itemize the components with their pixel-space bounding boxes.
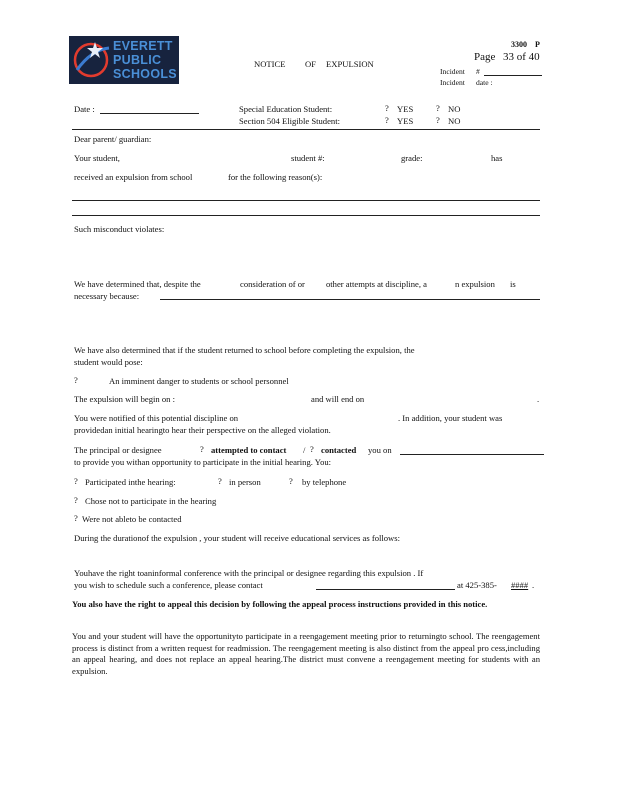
page-value: 33 of 40 bbox=[503, 51, 540, 63]
initial-hearing-text: providedan initial hearingto hear their perspective on the alleged violation. bbox=[74, 425, 331, 435]
during-text: During the durationof the expulsion , your student will receive educational services as follows: bbox=[74, 533, 401, 543]
divider bbox=[72, 129, 540, 130]
expulsion-end-text: and will end on bbox=[311, 394, 365, 404]
participated-checkbox[interactable]: ? bbox=[74, 476, 78, 486]
contacted-checkbox[interactable]: ? bbox=[310, 444, 314, 454]
expulsion-end-period: . bbox=[537, 394, 540, 404]
contact-name-field[interactable] bbox=[316, 589, 455, 590]
title-expulsion: EXPULSION bbox=[326, 59, 374, 69]
attempted-checkbox[interactable]: ? bbox=[200, 444, 204, 454]
determined-text-5: is bbox=[510, 279, 516, 289]
your-student-label: Your student, bbox=[74, 153, 120, 163]
determined-text-1: We have determined that, despite the bbox=[74, 279, 201, 289]
expulsion-begin-text: The expulsion will begin on : bbox=[74, 394, 175, 404]
received-text: received an expulsion from school bbox=[74, 172, 193, 182]
appeal-paragraph: You also have the right to appeal this decision by following the appeal process instructions provided in this notice. bbox=[72, 599, 488, 609]
incident-hash: # bbox=[476, 67, 480, 76]
special-ed-yes-checkbox[interactable]: ? bbox=[385, 103, 389, 113]
chose-not-text: Chose not to participate in the hearing bbox=[85, 496, 217, 506]
determined-text-3: other attempts at discipline, a bbox=[326, 279, 427, 289]
phone-extension: #### bbox=[511, 580, 529, 590]
determined-text-4: n expulsion bbox=[455, 279, 495, 289]
phone-period: . bbox=[532, 580, 535, 590]
has-text: has bbox=[491, 153, 503, 163]
participated-text: Participated inthe hearing: bbox=[85, 477, 176, 487]
title-notice: NOTICE bbox=[254, 59, 286, 69]
incident-date-suffix: date : bbox=[476, 78, 493, 87]
incident-date-label: Incident bbox=[440, 78, 465, 87]
reason-line-2[interactable] bbox=[72, 215, 540, 216]
special-ed-no-label: NO bbox=[448, 104, 461, 114]
informal-conference-text: Youhave the right toaninformal conference with the principal or designee regarding this expulsion . If bbox=[74, 568, 424, 578]
section504-no-checkbox[interactable]: ? bbox=[436, 115, 440, 125]
grade-label: grade: bbox=[401, 153, 423, 163]
district-logo bbox=[69, 36, 179, 84]
section504-yes-label: YES bbox=[397, 116, 414, 126]
reason-line-1[interactable] bbox=[72, 200, 540, 201]
by-telephone-checkbox[interactable]: ? bbox=[289, 476, 293, 486]
special-ed-yes-label: YES bbox=[397, 104, 414, 114]
in-person-text: in person bbox=[229, 477, 261, 487]
logo-word-2: PUBLIC bbox=[113, 53, 162, 67]
policy-code: 3300 bbox=[511, 40, 527, 49]
special-ed-no-checkbox[interactable]: ? bbox=[436, 103, 440, 113]
reasons-text: for the following reason(s): bbox=[228, 172, 323, 182]
would-pose-text: student would pose: bbox=[74, 357, 143, 367]
unable-checkbox[interactable]: ? bbox=[74, 513, 78, 523]
section504-no-label: NO bbox=[448, 116, 461, 126]
by-telephone-text: by telephone bbox=[302, 477, 347, 487]
section504-yes-checkbox[interactable]: ? bbox=[385, 115, 389, 125]
title-of: OF bbox=[305, 59, 316, 69]
incident-label: Incident bbox=[440, 67, 465, 76]
misconduct-text: Such misconduct violates: bbox=[74, 224, 165, 234]
schedule-text: you wish to schedule such a conference, please contact bbox=[74, 580, 263, 590]
also-determined-text: We have also determined that if the student returned to school before completing the expulsion, the bbox=[74, 345, 415, 355]
student-number-label: student #: bbox=[291, 153, 325, 163]
unable-text: Were not ableto be contacted bbox=[82, 514, 182, 524]
attempted-text: attempted to contact bbox=[211, 445, 287, 455]
date-field[interactable] bbox=[100, 113, 199, 114]
salutation: Dear parent/ guardian: bbox=[74, 134, 152, 144]
principal-text: The principal or designee bbox=[74, 445, 162, 455]
you-on-text: you on bbox=[368, 445, 392, 455]
star-swoosh-icon bbox=[69, 36, 113, 84]
phone-prefix-text: at 425-385- bbox=[457, 580, 497, 590]
policy-letter: P bbox=[535, 40, 540, 49]
chose-not-checkbox[interactable]: ? bbox=[74, 495, 78, 505]
imminent-text: An imminent danger to students or school personnel bbox=[109, 376, 289, 386]
necessary-field[interactable] bbox=[160, 299, 540, 300]
page-label: Page bbox=[474, 51, 496, 63]
determined-text-2: consideration of or bbox=[240, 279, 305, 289]
reengagement-paragraph: You and your student will have the opportunityto participate in a reengagement meeting prior to returningto school. The reengagement process is distinct from a written request for readmission. The reengagement meeting is also distinct from the appeal pro cess,including an appeal hearing, and does not replace an appeal hearing.The district must convene a reengagement meeting for students with an expulsion. bbox=[72, 631, 540, 676]
in-addition-text: . In addition, your student was bbox=[398, 413, 503, 423]
notified-text: You were notified of this potential discipline on bbox=[74, 413, 239, 423]
opportunity-text: to provide you withan opportunity to participate in the initial hearing. You: bbox=[74, 457, 332, 467]
imminent-checkbox[interactable]: ? bbox=[74, 375, 78, 385]
necessary-text: necessary because: bbox=[74, 291, 140, 301]
date-label: Date : bbox=[74, 104, 95, 114]
logo-word-1: EVERETT bbox=[113, 39, 173, 53]
section504-label: Section 504 Eligible Student: bbox=[239, 116, 340, 126]
in-person-checkbox[interactable]: ? bbox=[218, 476, 222, 486]
logo-word-3: SCHOOLS bbox=[113, 67, 177, 81]
incident-number-field[interactable] bbox=[484, 75, 542, 76]
slash-text: / bbox=[303, 445, 306, 455]
special-ed-label: Special Education Student: bbox=[239, 104, 333, 114]
contact-date-field[interactable] bbox=[400, 454, 544, 455]
contacted-text: contacted bbox=[321, 445, 357, 455]
